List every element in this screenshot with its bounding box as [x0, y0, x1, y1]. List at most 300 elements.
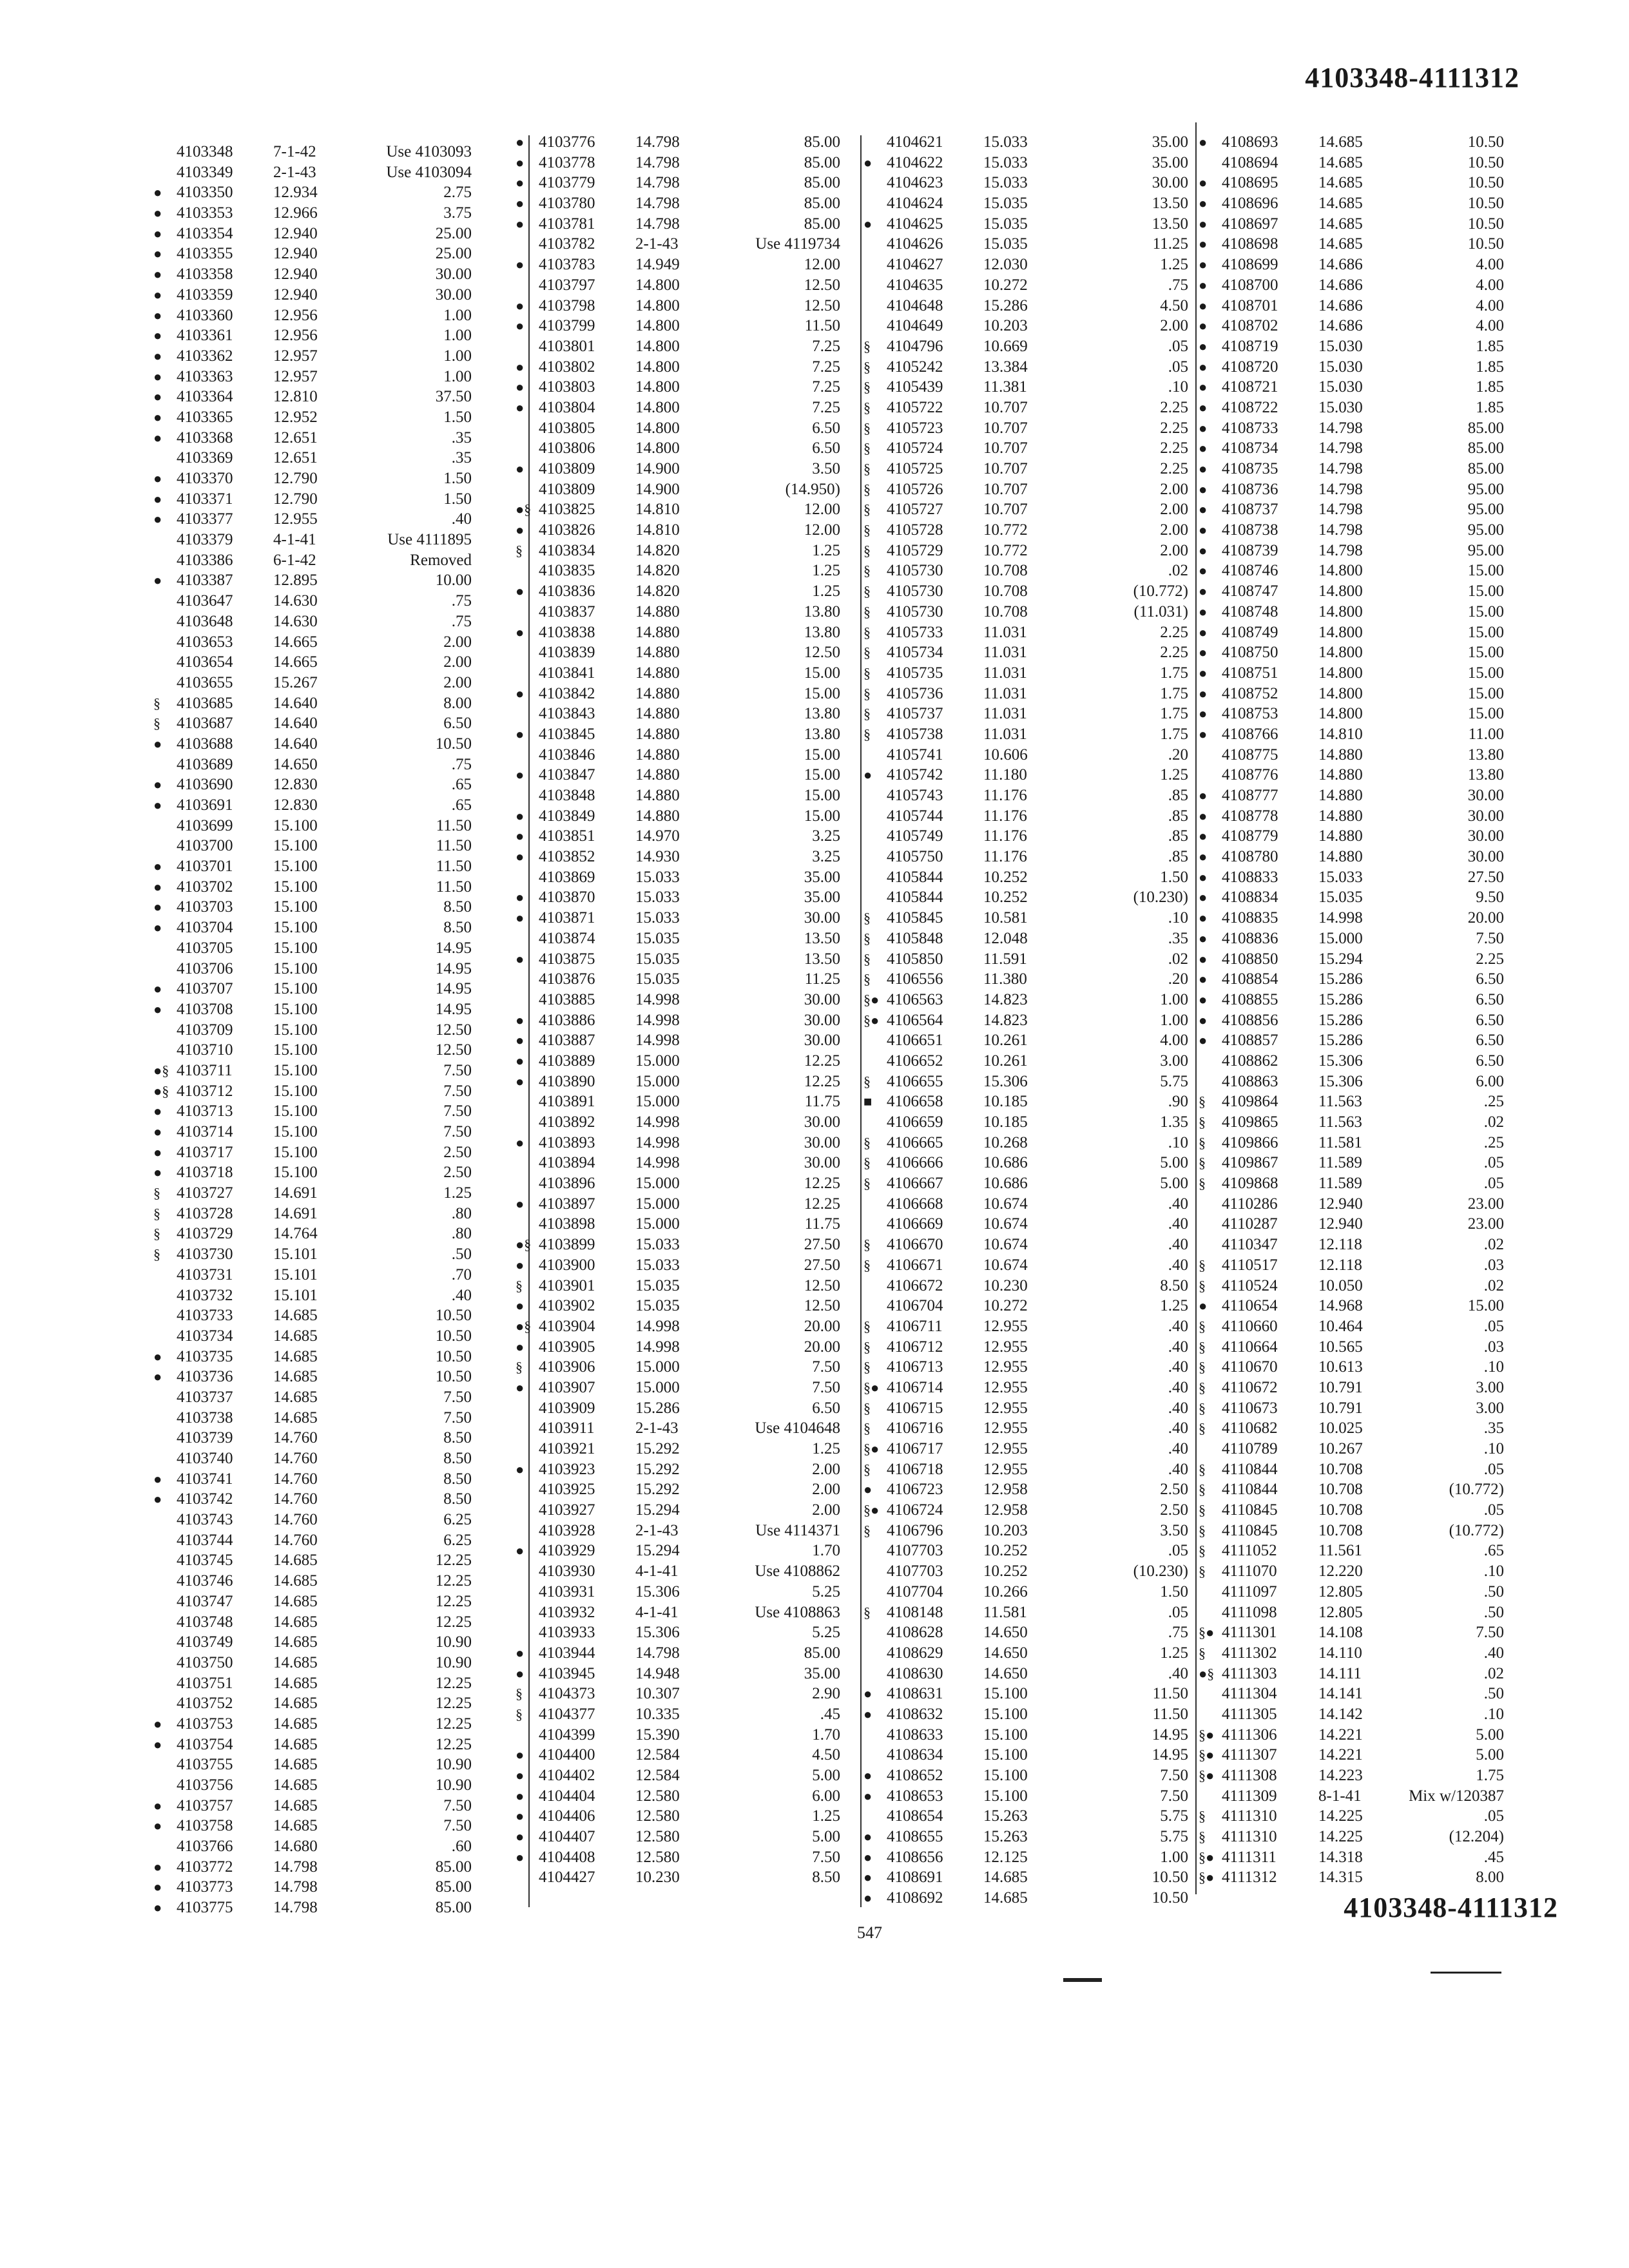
rate-value: 14.800 [635, 317, 680, 335]
rate-value: 10.708 [983, 562, 1028, 580]
price-value: 30.00 [804, 1133, 840, 1151]
formula-number: 4104402 [539, 1767, 595, 1784]
row-marker: § [516, 1686, 523, 1702]
listing-row [1199, 785, 1504, 806]
rate-value: 14.685 [273, 1756, 318, 1774]
price-value: 1.35 [1160, 1113, 1188, 1131]
row-marker: § [516, 1359, 523, 1376]
listing-row [153, 1265, 472, 1285]
formula-number: 4108739 [1222, 541, 1278, 559]
formula-number: 4105736 [887, 684, 943, 702]
formula-number: 4105844 [887, 868, 943, 886]
formula-number: 4103355 [177, 245, 233, 263]
rate-value: 14.798 [1318, 460, 1363, 477]
price-value: 1.00 [443, 327, 472, 345]
listing-row [516, 745, 840, 765]
price-value: 7.50 [443, 1123, 472, 1140]
rate-value: 14.665 [273, 653, 318, 671]
rate-value: 15.100 [273, 1102, 318, 1120]
formula-number: 4105742 [887, 766, 943, 784]
rate-value: 2-1-43 [635, 1419, 679, 1437]
listing-row [516, 1684, 840, 1704]
listing-row [863, 949, 1188, 970]
rate-value: 15.100 [273, 1041, 318, 1059]
formula-number: 4103891 [539, 1093, 595, 1111]
price-value: 7.50 [443, 1388, 472, 1406]
listing-row [863, 1622, 1188, 1643]
formula-number: 4104377 [539, 1705, 595, 1723]
price-value: 30.00 [435, 265, 472, 284]
price-value: 10.90 [435, 1653, 472, 1671]
rate-value: 12.956 [273, 306, 318, 324]
rate-value: 14.800 [635, 439, 680, 457]
price-value: .35 [451, 449, 472, 467]
formula-number: 4103708 [177, 1000, 233, 1018]
row-marker: ● [516, 1298, 525, 1314]
rate-value: 14.680 [273, 1838, 318, 1856]
listing-row [1199, 193, 1504, 214]
listing-row [1199, 581, 1504, 602]
listing-row [153, 1020, 472, 1041]
listing-row [863, 499, 1188, 520]
listing-column-2 [516, 132, 840, 1888]
rate-value: 15.100 [273, 898, 318, 916]
listing-row [516, 316, 840, 336]
row-marker: § [1199, 1256, 1206, 1273]
price-value: 11.25 [804, 970, 840, 988]
price-value: Use 4103094 [386, 163, 472, 181]
rate-value: 14.650 [273, 755, 318, 773]
row-marker: ● [153, 327, 162, 344]
listing-row [516, 1153, 840, 1173]
price-value: 25.00 [435, 245, 472, 263]
formula-number: 4104635 [887, 276, 943, 294]
price-value: 5.00 [1160, 1154, 1188, 1172]
price-value: .45 [820, 1705, 840, 1723]
price-value: 7.50 [443, 1061, 472, 1079]
price-value: 30.00 [804, 909, 840, 927]
rate-value: 14.685 [273, 1327, 318, 1345]
formula-number: 4108148 [887, 1603, 943, 1621]
formula-number: 4110517 [1222, 1256, 1278, 1274]
rate-value: 14.998 [635, 1317, 680, 1335]
listing-row [1199, 1622, 1504, 1643]
formula-number: 4103685 [177, 694, 233, 712]
listing-row [1199, 1010, 1504, 1031]
price-value: .75 [451, 755, 472, 773]
rate-value: 10.230 [635, 1869, 680, 1887]
row-marker: ● [153, 858, 162, 875]
listing-row [153, 1448, 472, 1469]
formula-number: 4108699 [1222, 256, 1278, 274]
listing-row [153, 856, 472, 877]
listing-row [516, 1398, 840, 1419]
row-marker: § [1199, 1155, 1206, 1171]
price-value: 12.50 [435, 1041, 472, 1059]
row-marker: § [153, 1246, 160, 1263]
listing-row [153, 1244, 472, 1265]
listing-row [516, 724, 840, 745]
listing-row [1199, 1725, 1504, 1745]
formula-number: 4104373 [539, 1685, 595, 1703]
listing-row [863, 745, 1188, 765]
rate-value: 14.685 [273, 1695, 318, 1713]
rate-value: 15.100 [273, 878, 318, 896]
price-value: 4.50 [1160, 296, 1188, 314]
listing-row [1199, 1072, 1504, 1092]
price-value: 85.00 [1467, 439, 1504, 457]
formula-number: 4103712 [177, 1082, 233, 1100]
formula-number: 4109866 [1222, 1133, 1278, 1151]
price-value: .40 [1168, 1256, 1188, 1274]
rate-value: 15.030 [1318, 358, 1363, 376]
rate-value: 14.798 [635, 174, 680, 192]
listing-row [516, 1296, 840, 1316]
row-marker: ● [153, 1797, 162, 1814]
listing-row [516, 806, 840, 827]
rate-value: 12.934 [273, 184, 318, 202]
rate-value: 11.589 [1318, 1154, 1362, 1172]
row-marker: ● [516, 318, 525, 334]
price-value: 3.50 [812, 460, 840, 477]
price-value: 4.50 [812, 1746, 840, 1764]
price-value: 85.00 [435, 1899, 472, 1917]
rate-value: 14.798 [1318, 501, 1363, 519]
formula-number: 4103902 [539, 1297, 595, 1315]
price-value: 11.50 [1152, 1705, 1188, 1723]
rate-value: 12.958 [983, 1481, 1028, 1499]
row-marker: §● [863, 1012, 880, 1028]
price-value: 10.50 [1152, 1869, 1188, 1887]
formula-number: 4103838 [539, 623, 595, 641]
formula-number: 4103778 [539, 153, 595, 171]
rate-value: 11.581 [1318, 1133, 1362, 1151]
rate-value: 14.800 [1318, 623, 1363, 641]
row-marker: § [1199, 1277, 1206, 1294]
price-value: .60 [451, 1838, 472, 1856]
listing-row [863, 806, 1188, 827]
rate-value: 12.580 [635, 1807, 680, 1825]
formula-number: 4110347 [1222, 1236, 1278, 1254]
listing-row [863, 398, 1188, 418]
row-marker: ● [516, 1767, 525, 1783]
row-marker: ● [863, 1787, 872, 1804]
rate-value: 14.798 [635, 1644, 680, 1662]
formula-number: 4103365 [177, 408, 233, 426]
price-value: 12.50 [804, 644, 840, 662]
listing-row [153, 1204, 472, 1224]
row-marker: ● [516, 175, 525, 191]
price-value: .40 [451, 1286, 472, 1304]
listing-row [1199, 377, 1504, 398]
listing-row [153, 1754, 472, 1775]
rate-value: 14.880 [635, 766, 680, 784]
listing-row [1199, 357, 1504, 378]
row-marker: ● [516, 1665, 525, 1682]
listing-row [1199, 541, 1504, 561]
listing-row [863, 1153, 1188, 1173]
formula-number: 4103905 [539, 1338, 595, 1356]
listing-row [863, 296, 1188, 316]
row-marker: ● [516, 767, 525, 783]
listing-row [1199, 398, 1504, 418]
scan-mark [1063, 1978, 1102, 1982]
rate-value: 15.292 [635, 1481, 680, 1499]
rate-value: 14.685 [983, 1869, 1028, 1887]
listing-row [1199, 867, 1504, 888]
formula-number: 4103925 [539, 1481, 595, 1499]
listing-row [1199, 1133, 1504, 1153]
listing-row [863, 459, 1188, 479]
price-value: 1.70 [812, 1542, 840, 1560]
row-marker: ● [1199, 950, 1208, 967]
rate-value: 15.100 [273, 837, 318, 855]
listing-row [863, 847, 1188, 867]
formula-number: 4106717 [887, 1440, 943, 1457]
listing-row [863, 765, 1188, 785]
row-marker: ● [516, 154, 525, 171]
price-value: 6.50 [443, 715, 472, 733]
listing-row [1199, 1255, 1504, 1276]
listing-row [516, 1479, 840, 1500]
listing-row [153, 203, 472, 224]
listing-row [863, 1582, 1188, 1602]
formula-number: 4108632 [887, 1705, 943, 1723]
formula-number: 4103753 [177, 1715, 233, 1733]
listing-row [153, 1347, 472, 1367]
rate-value: 14.685 [1318, 153, 1363, 171]
row-marker: ● [1199, 889, 1208, 906]
listing-row [1199, 173, 1504, 193]
rate-value: 14.800 [1318, 705, 1363, 723]
rate-value: 10.266 [983, 1582, 1028, 1600]
price-value: .10 [1168, 378, 1188, 396]
price-value: 1.00 [1160, 1848, 1188, 1866]
listing-row [863, 1378, 1188, 1398]
formula-number: 4103363 [177, 367, 233, 385]
listing-row [516, 1010, 840, 1031]
row-marker: ● [153, 511, 162, 528]
price-value: 3.00 [1476, 1399, 1504, 1417]
rate-value: 15.033 [635, 868, 680, 886]
rate-value: 14.948 [635, 1664, 680, 1682]
listing-row [863, 1643, 1188, 1664]
formula-number: 4108863 [1222, 1072, 1278, 1090]
rate-value: 12.958 [983, 1501, 1028, 1519]
price-value: 8.50 [443, 919, 472, 937]
formula-number: 4108654 [887, 1807, 943, 1825]
price-value: 6.50 [1476, 1032, 1504, 1050]
formula-number: 4103825 [539, 501, 595, 519]
price-value: .50 [1483, 1685, 1504, 1703]
rate-value: 15.306 [635, 1624, 680, 1642]
listing-row [153, 713, 472, 734]
listing-row [516, 255, 840, 275]
price-value: Use 4111895 [387, 531, 472, 549]
formula-number: 4103742 [177, 1490, 233, 1508]
formula-number: 4106668 [887, 1195, 943, 1213]
price-value: 15.00 [1467, 562, 1504, 580]
price-value: 12.25 [804, 1052, 840, 1070]
row-marker: ● [516, 1461, 525, 1477]
formula-number: 4105737 [887, 705, 943, 723]
formula-number: 4103809 [539, 480, 595, 498]
listing-row [153, 224, 472, 244]
price-value: 13.80 [804, 705, 840, 723]
formula-number: 4104621 [887, 133, 943, 151]
listing-row [1199, 1582, 1504, 1602]
price-value: 8.50 [443, 1429, 472, 1447]
formula-number: 4103706 [177, 959, 233, 977]
formula-number: 4108775 [1222, 745, 1278, 764]
formula-number: 4103846 [539, 745, 595, 764]
rate-value: 14.880 [635, 745, 680, 764]
row-marker: §● [863, 991, 880, 1008]
row-marker: § [863, 440, 871, 457]
listing-row [153, 509, 472, 530]
listing-row [863, 275, 1188, 296]
formula-number: 4103379 [177, 531, 233, 549]
row-marker: § [1199, 1644, 1206, 1661]
rate-value: 14.880 [635, 787, 680, 804]
formula-number: 4104427 [539, 1869, 595, 1887]
price-value: 1.85 [1476, 398, 1504, 416]
formula-number: 4103699 [177, 816, 233, 834]
price-value: 12.00 [804, 521, 840, 539]
listing-row [863, 541, 1188, 561]
formula-number: 4106704 [887, 1297, 943, 1315]
listing-row [863, 887, 1188, 908]
price-value: 7.50 [812, 1378, 840, 1396]
listing-row [863, 1235, 1188, 1255]
listing-row [516, 459, 840, 479]
row-marker: ● [1199, 522, 1208, 539]
price-value: 6.50 [1476, 970, 1504, 988]
price-value: 10.50 [435, 735, 472, 753]
price-value: 10.50 [435, 1327, 472, 1345]
rate-value: 15.286 [983, 296, 1028, 314]
row-marker: ● [1199, 215, 1208, 232]
formula-number: 4106651 [887, 1032, 943, 1050]
rate-value: 12.955 [983, 1440, 1028, 1457]
rate-value: 14.685 [273, 1408, 318, 1427]
price-value: 14.95 [435, 980, 472, 998]
formula-number: 4103350 [177, 184, 233, 202]
listing-row [863, 1867, 1188, 1888]
rate-value: 12.955 [983, 1338, 1028, 1356]
formula-number: 4103690 [177, 776, 233, 794]
price-value: .40 [1168, 1236, 1188, 1254]
price-value: (11.031) [1133, 602, 1188, 620]
rate-value: 10.185 [983, 1093, 1028, 1111]
row-marker: § [863, 930, 871, 947]
price-value: 7.50 [1476, 929, 1504, 947]
formula-number: 4108836 [1222, 929, 1278, 947]
row-marker: ● [1199, 542, 1208, 559]
formula-number: 4106667 [887, 1175, 943, 1193]
row-marker: ● [153, 389, 162, 405]
rate-value: 11.180 [983, 766, 1027, 784]
price-value: 15.00 [1467, 1297, 1504, 1315]
rate-value: 14.800 [635, 276, 680, 294]
listing-row [1199, 1276, 1504, 1296]
formula-number: 4108733 [1222, 419, 1278, 437]
price-value: 10.90 [435, 1756, 472, 1774]
row-marker: ● [153, 266, 162, 283]
rate-value: 10.674 [983, 1256, 1028, 1274]
formula-number: 4108656 [887, 1848, 943, 1866]
rate-value: 10.606 [983, 745, 1028, 764]
price-value: 2.25 [1476, 950, 1504, 968]
price-value: 1.50 [1160, 1582, 1188, 1600]
formula-number: 4108700 [1222, 276, 1278, 294]
rate-value: 11.176 [983, 807, 1027, 825]
listing-row [516, 867, 840, 888]
price-value: 12.25 [804, 1072, 840, 1090]
rate-value: 12.830 [273, 796, 318, 814]
rate-value: 14.800 [635, 296, 680, 314]
rate-value: 14.880 [635, 644, 680, 662]
listing-row [863, 1112, 1188, 1133]
rate-value: 15.306 [1318, 1052, 1363, 1070]
listing-row [516, 132, 840, 153]
row-marker: § [863, 1236, 871, 1253]
formula-number: 4107703 [887, 1562, 943, 1581]
price-value: 27.50 [804, 1256, 840, 1274]
price-value: Use 4114371 [755, 1521, 840, 1539]
rate-value: 15.306 [983, 1072, 1028, 1090]
formula-number: 4110845 [1222, 1521, 1278, 1539]
formula-number: 4110789 [1222, 1440, 1278, 1457]
rate-value: 14.685 [273, 1347, 318, 1365]
row-marker: ● [153, 899, 162, 916]
rate-value: 10.674 [983, 1215, 1028, 1233]
rate-value: 14.225 [1318, 1828, 1363, 1846]
rate-value: 10.707 [983, 460, 1028, 477]
rate-value: 14.998 [635, 1133, 680, 1151]
listing-row [863, 928, 1188, 949]
row-marker: § [863, 1359, 871, 1376]
row-marker: § [516, 1706, 523, 1722]
formula-number: 4106715 [887, 1399, 943, 1417]
row-marker: ● [1199, 318, 1208, 334]
row-marker: ● [1199, 807, 1208, 824]
rate-value: 12.956 [273, 327, 318, 345]
rate-value: 11.563 [1318, 1113, 1362, 1131]
row-marker: § [1199, 1808, 1206, 1825]
rate-value: 14.685 [273, 1613, 318, 1631]
listing-row [1199, 806, 1504, 827]
price-value: (10.230) [1133, 1562, 1188, 1581]
formula-number: 4111309 [1222, 1787, 1277, 1805]
rate-value: 15.033 [635, 1236, 680, 1254]
row-marker: §● [1199, 1624, 1215, 1641]
formula-number: 4103871 [539, 909, 595, 927]
price-value: .40 [1168, 1338, 1188, 1356]
price-value: 15.00 [804, 664, 840, 682]
formula-number: 4105724 [887, 439, 943, 457]
rate-value: 14.685 [273, 1653, 318, 1671]
formula-number: 4110844 [1222, 1460, 1278, 1478]
listing-row [863, 642, 1188, 663]
listing-row [153, 877, 472, 898]
row-marker: §● [1199, 1747, 1215, 1763]
row-marker: § [1199, 1542, 1206, 1559]
row-marker: ● [1199, 583, 1208, 600]
price-value: 12.25 [435, 1674, 472, 1692]
listing-row [863, 1561, 1188, 1582]
price-value: .50 [451, 1245, 472, 1264]
